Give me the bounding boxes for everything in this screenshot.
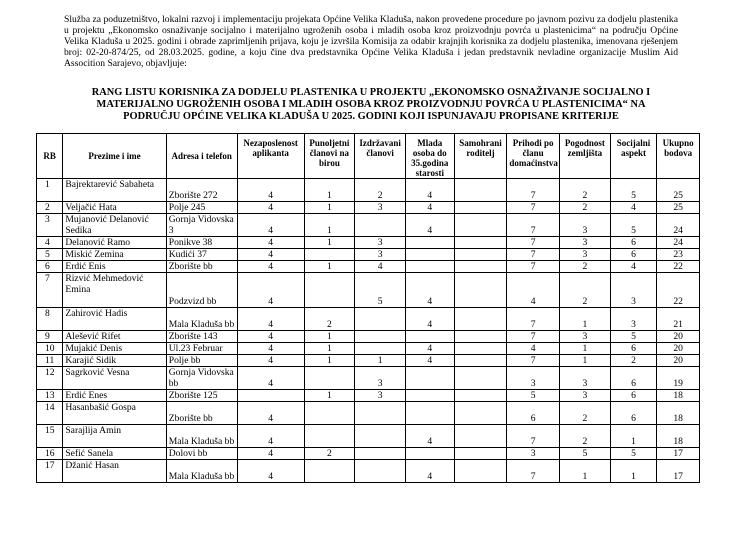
cell-income: 7 [507,425,560,448]
cell-young [405,390,454,402]
table-row [37,367,700,390]
cell-members: 1 [304,343,355,355]
cell-name: Delanović Ramo [63,237,166,249]
cell-address: Polje 245 [166,202,237,214]
cell-social: 6 [610,237,657,249]
cell-land: 1 [560,308,611,331]
cell-rb: 10 [37,343,63,355]
cell-single-parent [454,355,507,367]
cell-single-parent [454,402,507,425]
table-row [37,331,700,343]
cell-unemployed: 4 [237,460,304,483]
cell-social: 4 [610,202,657,214]
table-body [37,179,700,483]
cell-social: 4 [610,261,657,273]
cell-income: 7 [507,249,560,261]
cell-total: 24 [657,214,700,237]
cell-dependents [355,402,406,425]
cell-land: 3 [560,367,611,390]
cell-single-parent [454,367,507,390]
cell-income: 7 [507,308,560,331]
cell-land: 1 [560,343,611,355]
cell-income: 6 [507,402,560,425]
cell-land: 3 [560,331,611,343]
cell-members: 1 [304,214,355,237]
cell-unemployed: 4 [237,179,304,202]
cell-single-parent [454,179,507,202]
cell-single-parent [454,237,507,249]
cell-social: 3 [610,273,657,308]
cell-rb: 12 [37,367,63,390]
cell-single-parent [454,273,507,308]
cell-address: Gornja Vidovska bb [166,367,237,390]
cell-total: 20 [657,343,700,355]
cell-name: Džanić Hasan [63,460,166,483]
cell-address: Zborište bb [166,261,237,273]
cell-young: 4 [405,214,454,237]
cell-rb: 7 [37,273,63,308]
cell-name: Sagrković Vesna [63,367,166,390]
cell-members: 1 [304,261,355,273]
cell-young: 4 [405,460,454,483]
cell-unemployed: 4 [237,402,304,425]
cell-young [405,249,454,261]
ranking-table [36,133,700,483]
cell-name: Mujakić Denis [63,343,166,355]
cell-members [304,249,355,261]
cell-social: 6 [610,402,657,425]
cell-members: 2 [304,448,355,460]
cell-social: 2 [610,355,657,367]
cell-total: 19 [657,367,700,390]
header-income: Prihodi po članu domaćinstva [507,134,560,179]
cell-income: 3 [507,367,560,390]
cell-income: 7 [507,261,560,273]
cell-single-parent [454,425,507,448]
cell-name: Zahirović Hadis [63,308,166,331]
cell-members [304,460,355,483]
table-row [37,214,700,237]
cell-land: 2 [560,273,611,308]
cell-name: Veljačić Hata [63,202,166,214]
cell-social: 3 [610,308,657,331]
cell-address: Dolovi bb [166,448,237,460]
cell-unemployed: 4 [237,355,304,367]
cell-dependents [355,331,406,343]
cell-single-parent [454,331,507,343]
cell-single-parent [454,261,507,273]
cell-total: 22 [657,273,700,308]
cell-members: 1 [304,331,355,343]
cell-total: 22 [657,261,700,273]
cell-name: Mujanović Delanović Sedika [63,214,166,237]
cell-rb: 3 [37,214,63,237]
cell-address: Mala Kladuša bb [166,425,237,448]
header-rb: RB [37,134,63,179]
header-single-parent: Samohrani roditelj [454,134,507,179]
cell-address: Zborište 125 [166,390,237,402]
cell-dependents: 3 [355,237,406,249]
table-row [37,237,700,249]
cell-total: 18 [657,390,700,402]
cell-social: 5 [610,448,657,460]
table-row [37,448,700,460]
cell-young: 4 [405,273,454,308]
cell-unemployed: 4 [237,237,304,249]
cell-income: 7 [507,214,560,237]
cell-rb: 1 [37,179,63,202]
cell-address: Gornja Vidovska 3 [166,214,237,237]
table-row [37,179,700,202]
cell-address: Zborište 272 [166,179,237,202]
cell-address: Mala Kladuša bb [166,308,237,331]
cell-land: 2 [560,402,611,425]
cell-young [405,237,454,249]
cell-rb: 9 [37,331,63,343]
cell-income: 7 [507,460,560,483]
cell-young [405,367,454,390]
cell-rb: 5 [37,249,63,261]
table-row [37,249,700,261]
cell-address: Podzvizd bb [166,273,237,308]
cell-name: Alešević Rifet [63,331,166,343]
header-members: Punoljetni članovi na birou [304,134,355,179]
cell-unemployed: 4 [237,249,304,261]
cell-land: 2 [560,202,611,214]
cell-land: 2 [560,261,611,273]
cell-dependents: 2 [355,179,406,202]
cell-name: Rizvić Mehmedović Emina [63,273,166,308]
header-social: Socijalni aspekt [610,134,657,179]
cell-dependents [355,308,406,331]
cell-land: 1 [560,460,611,483]
cell-dependents [355,214,406,237]
cell-members: 1 [304,390,355,402]
intro-paragraph: Služba za poduzetništvo, lokalni razvoj i implementaciju projekata Općine Velika Kladuša, nakon provedene procedure po javnom pozivu za dodjelu plastenika u projektu „Ekonomsko osnaživanje socijalno i materijalno ugroženih osoba i mladih osoba kroz proizvodnju povrća u plastenicima“ na području Općine Velika Kladuša u 2025. godini i obrade zaprimljenih prijava, koju je izvršila Komisija za odabir krajnjih korisnika za dodjelu plastenika, imenovana rješenjem broj: 02-20-874/25, od 28.03.2025. godine, a koju čine dva predstavnika Općine Velika Kladuša i jedan predstavnik nevladine organizacije Muslim Aid Assocition Sarajevo, objavljuje: [64,14,678,69]
header-address: Adresa i telefon [166,134,237,179]
table-row [37,202,700,214]
document-title: RANG LISTU KORISNIKA ZA DODJELU PLASTENIKA U PROJEKTU „EKONOMSKO OSNAŽIVANJE SOCIJALNO I MATERIJALNO UGROŽENIH OSOBA I MLADIH OSOBA KROZ PROIZVODNJU POVRĆA U PLASTENICIMA“ NA PODRUČJU OPĆINE VELIKA KLADUŠA U 2025. GODINI KOJI ISPUNJAVAJU PROPISANE KRITERIJE [91,87,651,122]
cell-members: 1 [304,237,355,249]
cell-members: 1 [304,179,355,202]
header-total: Ukupno bodova [657,134,700,179]
cell-name: Sefić Sanela [63,448,166,460]
cell-members [304,402,355,425]
cell-land: 5 [560,448,611,460]
cell-single-parent [454,202,507,214]
cell-dependents [355,343,406,355]
cell-young [405,402,454,425]
cell-unemployed: 4 [237,425,304,448]
cell-rb: 8 [37,308,63,331]
cell-unemployed: 4 [237,202,304,214]
cell-total: 20 [657,331,700,343]
table-row [37,343,700,355]
cell-name: Hasanbašić Gospa [63,402,166,425]
cell-dependents: 3 [355,249,406,261]
table-row [37,390,700,402]
cell-unemployed: 4 [237,367,304,390]
header-dependents: Izdržavani članovi [355,134,406,179]
table-row [37,273,700,308]
cell-members [304,273,355,308]
cell-name: Bajrektarević Sabaheta [63,179,166,202]
cell-unemployed: 4 [237,331,304,343]
cell-land: 3 [560,237,611,249]
table-row [37,402,700,425]
cell-social: 6 [610,390,657,402]
cell-single-parent [454,390,507,402]
cell-members: 1 [304,355,355,367]
cell-income: 7 [507,331,560,343]
cell-land: 1 [560,355,611,367]
cell-dependents: 4 [355,261,406,273]
table-row [37,308,700,331]
cell-unemployed: 4 [237,448,304,460]
cell-social: 1 [610,460,657,483]
cell-single-parent [454,460,507,483]
cell-name: Karajić Sidik [63,355,166,367]
cell-total: 25 [657,202,700,214]
cell-social: 5 [610,214,657,237]
cell-dependents: 3 [355,367,406,390]
cell-social: 5 [610,179,657,202]
header-unemployed: Nezaposlenost aplikanta [237,134,304,179]
cell-total: 17 [657,460,700,483]
cell-total: 17 [657,448,700,460]
cell-unemployed: 4 [237,343,304,355]
cell-name: Erdić Enis [63,261,166,273]
cell-land: 2 [560,179,611,202]
cell-income: 7 [507,202,560,214]
cell-total: 23 [657,249,700,261]
cell-unemployed: 4 [237,273,304,308]
cell-address: Zborište 143 [166,331,237,343]
cell-dependents: 3 [355,390,406,402]
cell-single-parent [454,249,507,261]
cell-young [405,448,454,460]
cell-name: Erdić Enes [63,390,166,402]
cell-young [405,331,454,343]
cell-address: Ponikve 38 [166,237,237,249]
cell-land: 3 [560,390,611,402]
cell-total: 25 [657,179,700,202]
cell-members: 1 [304,202,355,214]
cell-rb: 6 [37,261,63,273]
cell-land: 2 [560,425,611,448]
table-header-row [37,134,700,179]
cell-members [304,367,355,390]
cell-total: 18 [657,402,700,425]
cell-address: Zborište bb [166,402,237,425]
cell-dependents [355,460,406,483]
cell-rb: 17 [37,460,63,483]
cell-income: 7 [507,179,560,202]
cell-address: Polje bb [166,355,237,367]
cell-land: 3 [560,214,611,237]
cell-address: Mala Kladuša bb [166,460,237,483]
cell-social: 6 [610,343,657,355]
cell-young: 4 [405,355,454,367]
cell-young: 4 [405,202,454,214]
cell-name: Miskić Zemina [63,249,166,261]
cell-single-parent [454,448,507,460]
cell-dependents [355,425,406,448]
cell-income: 4 [507,273,560,308]
cell-social: 5 [610,331,657,343]
cell-young: 4 [405,343,454,355]
cell-young: 4 [405,425,454,448]
cell-rb: 4 [37,237,63,249]
table-row [37,425,700,448]
cell-rb: 16 [37,448,63,460]
cell-rb: 13 [37,390,63,402]
cell-total: 24 [657,237,700,249]
cell-address: Kudići 37 [166,249,237,261]
cell-income: 7 [507,355,560,367]
cell-members [304,425,355,448]
cell-income: 3 [507,448,560,460]
cell-unemployed [237,390,304,402]
table-row [37,261,700,273]
cell-name: Sarajlija Amin [63,425,166,448]
cell-dependents [355,448,406,460]
cell-rb: 14 [37,402,63,425]
cell-young: 4 [405,308,454,331]
cell-total: 18 [657,425,700,448]
cell-rb: 15 [37,425,63,448]
table-row [37,355,700,367]
cell-single-parent [454,308,507,331]
cell-address: Ul.23 Februar [166,343,237,355]
cell-rb: 11 [37,355,63,367]
cell-single-parent [454,343,507,355]
cell-single-parent [454,214,507,237]
cell-total: 21 [657,308,700,331]
cell-income: 5 [507,390,560,402]
header-name: Prezime i ime [63,134,166,179]
header-young: Mlada osoba do 35.godina starosti [405,134,454,179]
cell-rb: 2 [37,202,63,214]
cell-social: 6 [610,249,657,261]
cell-income: 7 [507,237,560,249]
cell-unemployed: 4 [237,214,304,237]
cell-dependents: 3 [355,202,406,214]
cell-unemployed: 4 [237,308,304,331]
header-land: Pogodnost zemljišta [560,134,611,179]
cell-dependents: 1 [355,355,406,367]
cell-young: 4 [405,179,454,202]
table-row [37,460,700,483]
cell-social: 1 [610,425,657,448]
cell-social: 6 [610,367,657,390]
cell-young [405,261,454,273]
cell-members: 2 [304,308,355,331]
cell-land: 3 [560,249,611,261]
cell-unemployed: 4 [237,261,304,273]
cell-total: 20 [657,355,700,367]
cell-income: 4 [507,343,560,355]
cell-dependents: 5 [355,273,406,308]
